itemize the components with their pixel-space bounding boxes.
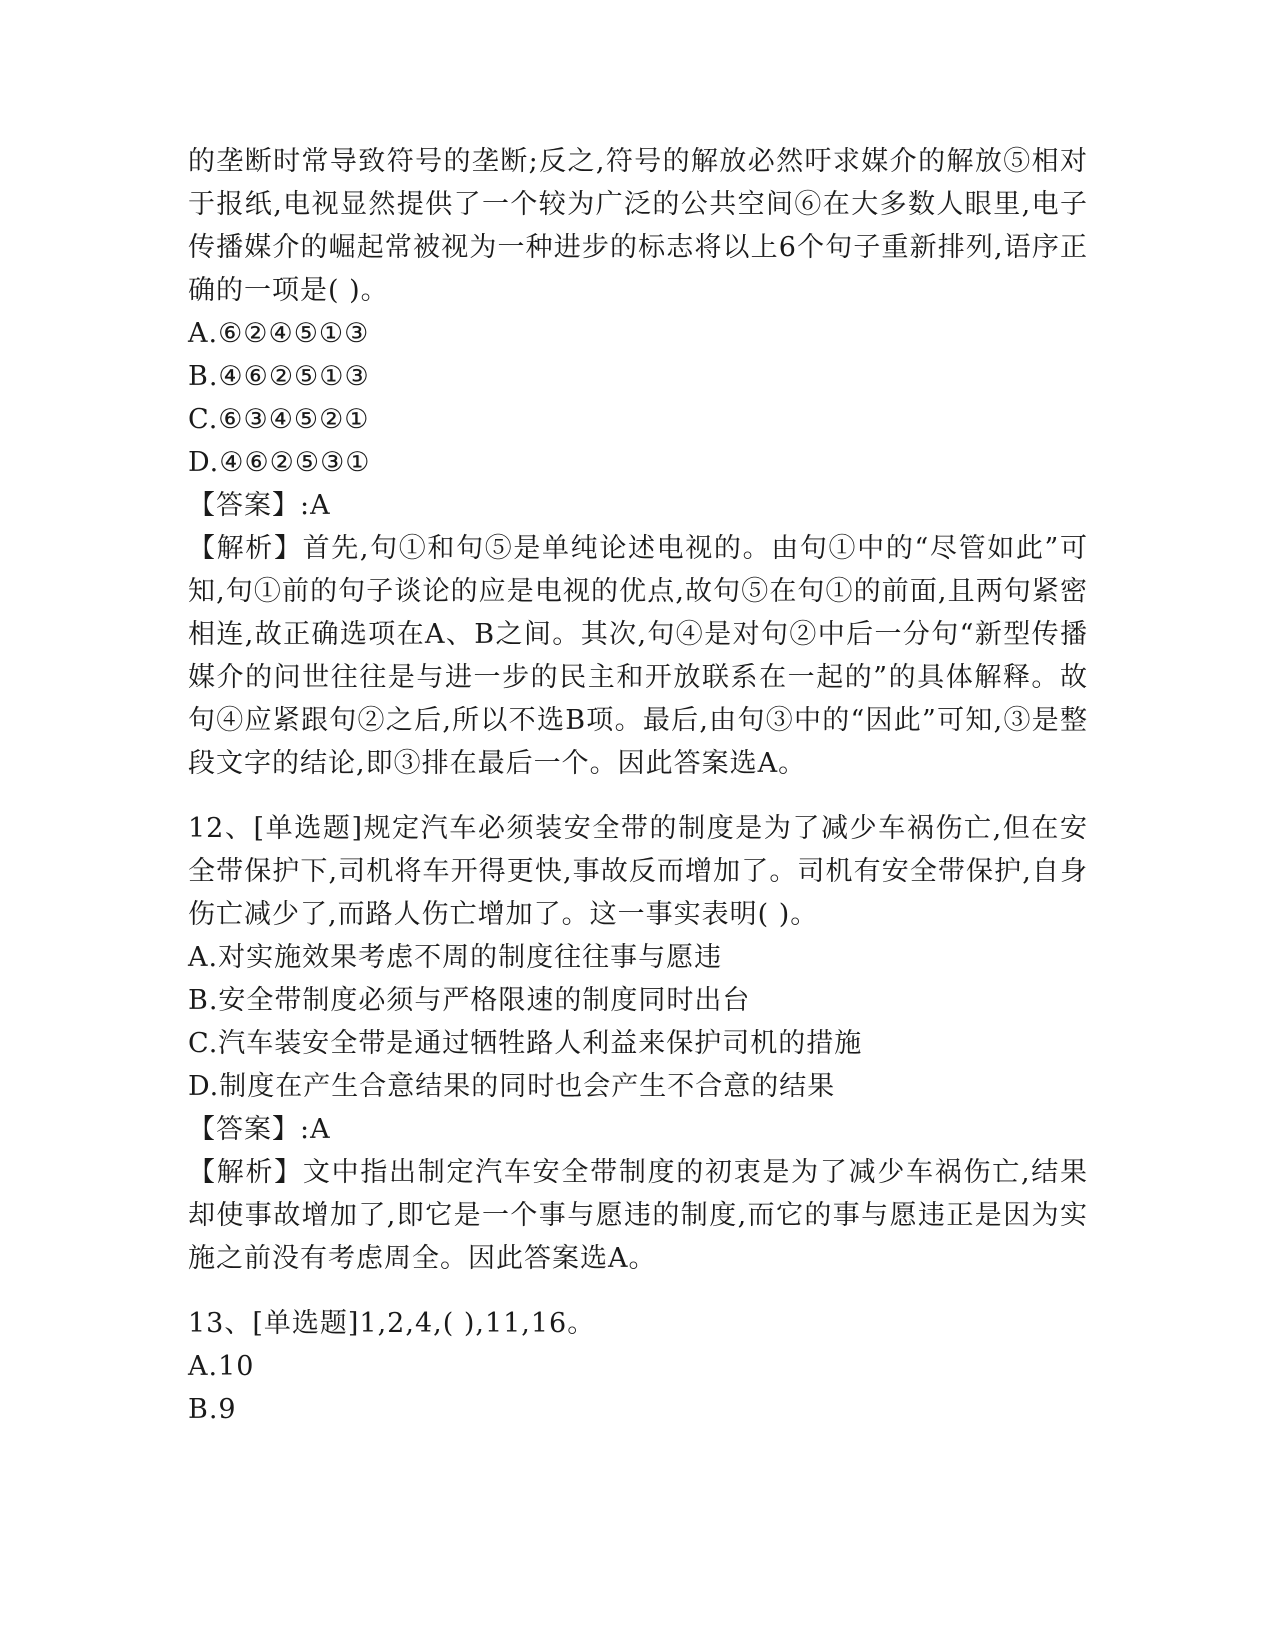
question-stem: 的垄断时常导致符号的垄断;反之,符号的解放必然吁求媒介的解放⑤相对于报纸,电视显然提供了一个较为广泛的公共空间⑥在大多数人眼里,电子传播媒介的崛起常被视为一种进步的标志将以上6个句子重新排列,语序正确的一项是( )。: [188, 146, 1088, 306]
option-a: A.对实施效果考虑不周的制度往往事与愿违: [188, 942, 723, 973]
answer: 【答案】:A: [188, 490, 331, 521]
answer: 【答案】:A: [188, 1114, 331, 1145]
option-c: C.汽车装安全带是通过牺牲路人利益来保护司机的措施: [188, 1028, 863, 1059]
option-d: D.④⑥②⑤③①: [188, 447, 371, 478]
question-13: [188, 1302, 1088, 1431]
option-c: C.⑥③④⑤②①: [188, 404, 370, 435]
question-12: [188, 807, 1088, 1280]
option-b: B.9: [188, 1394, 237, 1425]
analysis: 【解析】文中指出制定汽车安全带制度的初衷是为了减少车祸伤亡,结果却使事故增加了,即它是一个事与愿违的制度,而它的事与愿违正是因为实施之前没有考虑周全。因此答案选A。: [188, 1157, 1088, 1274]
option-d: D.制度在产生合意结果的同时也会产生不合意的结果: [188, 1071, 836, 1102]
option-b: B.安全带制度必须与严格限速的制度同时出台: [188, 985, 751, 1016]
question-stem: 13、[单选题]1,2,4,( ),11,16。: [188, 1308, 596, 1339]
option-b: B.④⑥②⑤①③: [188, 361, 370, 392]
question-stem: 12、[单选题]规定汽车必须装安全带的制度是为了减少车祸伤亡,但在安全带保护下,司机将车开得更快,事故反而增加了。司机有安全带保护,自身伤亡减少了,而路人伤亡增加了。这一事实表明( )。: [188, 813, 1088, 930]
question-11: [188, 140, 1088, 785]
document-content: [188, 140, 1088, 1431]
section-gap: [188, 1280, 1088, 1302]
analysis: 【解析】首先,句①和句⑤是单纯论述电视的。由句①中的“尽管如此”可知,句①前的句子谈论的应是电视的优点,故句⑤在句①的前面,且两句紧密相连,故正确选项在A、B之间。其次,句④是对句②中后一分句“新型传播媒介的问世往往是与进一步的民主和开放联系在一起的”的具体解释。故句④应紧跟句②之后,所以不选B项。最后,由句③中的“因此”可知,③是整段文字的结论,即③排在最后一个。因此答案选A。: [188, 533, 1088, 779]
option-a: A.⑥②④⑤①③: [188, 318, 370, 349]
section-gap: [188, 785, 1088, 807]
option-a: A.10: [188, 1351, 255, 1382]
